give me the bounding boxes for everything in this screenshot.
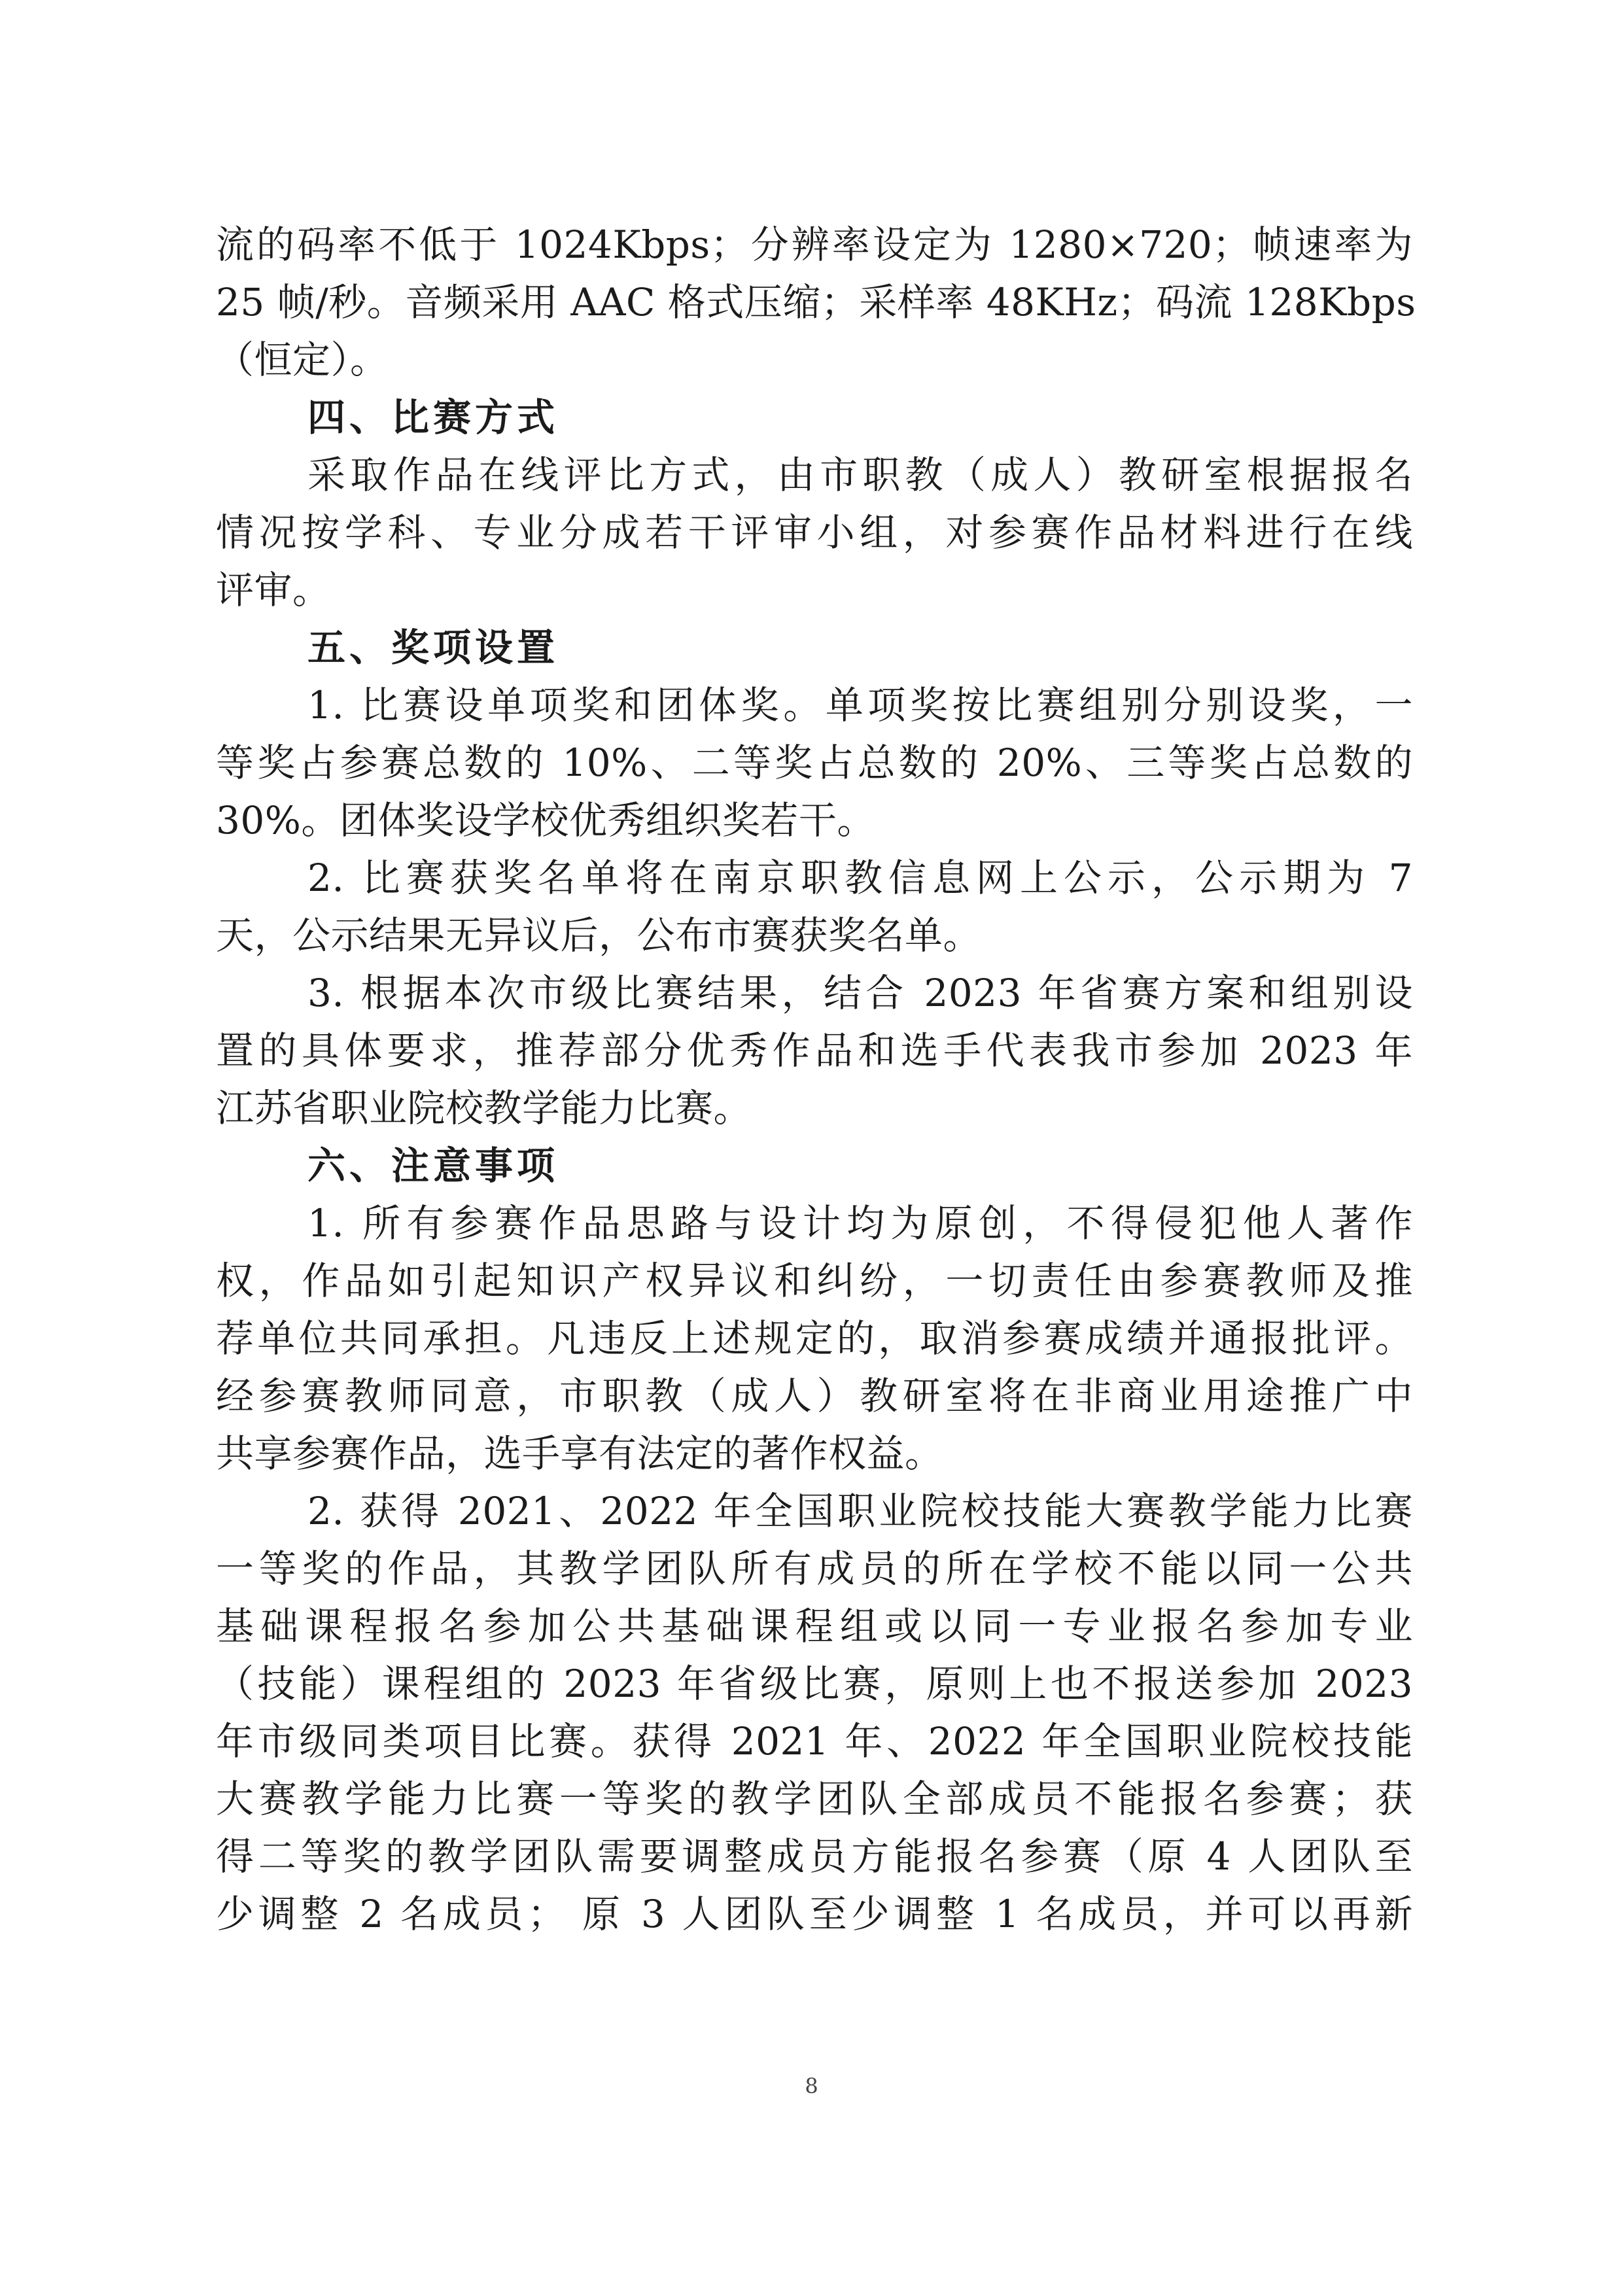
section-heading: 六、注意事项 [307,1143,559,1188]
text-line: 采取作品在线评比方式，由市职教（成人）教研室根据报名 [307,453,1413,497]
text-line: 权，作品如引起知识产权异议和纠纷，一切责任由参赛教师及推 [216,1259,1413,1303]
page-number: 8 [805,2074,818,2098]
text-line: 置的具体要求，推荐部分优秀作品和选手代表我市参加 2023 年 [216,1028,1413,1073]
paragraph [216,849,1413,964]
paragraph [216,676,1413,849]
paragraph [216,1482,1413,1943]
text-line: 基础课程报名参加公共基础课程组或以同一专业报名参加专业 [216,1604,1413,1648]
text-line: 一等奖的作品，其教学团队所有成员的所在学校不能以同一公共 [216,1546,1413,1591]
text-line: 1. 所有参赛作品思路与设计均为原创，不得侵犯他人著作 [307,1201,1413,1245]
text-line: 江苏省职业院校教学能力比赛。 [216,1086,752,1130]
text-line: 大赛教学能力比赛一等奖的教学团队全部成员不能报名参赛；获 [216,1777,1413,1821]
text-line: 25 帧/秒。音频采用 AAC 格式压缩；采样率 48KHz；码流 128Kbps [216,280,1416,324]
text-line: 2. 比赛获奖名单将在南京职教信息网上公示，公示期为 7 [307,856,1413,900]
section-heading: 五、奖项设置 [307,625,559,670]
text-line: 2. 获得 2021、2022 年全国职业院校技能大赛教学能力比赛 [307,1489,1413,1533]
paragraph [216,216,1416,389]
paragraph [216,1194,1413,1482]
document-body [216,216,1416,1943]
text-line: （恒定）。 [216,338,389,382]
text-line: 得二等奖的教学团队需要调整成员方能报名参赛（原 4 人团队至 [216,1834,1413,1879]
text-line: （技能）课程组的 2023 年省级比赛，原则上也不报送参加 2023 [216,1661,1413,1706]
text-line: 流的码率不低于 1024Kbps；分辨率设定为 1280×720；帧速率为 [216,222,1413,267]
text-line: 评审。 [216,568,331,612]
paragraph [216,964,1413,1137]
text-line: 等奖占参赛总数的 10%、二等奖占总数的 20%、三等奖占总数的 [216,740,1413,785]
text-line: 荐单位共同承担。凡违反上述规定的，取消参赛成绩并通报批评。 [216,1316,1413,1361]
text-line: 年市级同类项目比赛。获得 2021 年、2022 年全国职业院校技能 [216,1719,1413,1764]
text-line: 1. 比赛设单项奖和团体奖。单项奖按比赛组别分别设奖，一 [307,683,1413,727]
section-heading: 四、比赛方式 [307,395,559,440]
text-line: 30%。团体奖设学校优秀组织奖若干。 [216,798,875,843]
text-line: 经参赛教师同意，市职教（成人）教研室将在非商业用途推广中 [216,1374,1413,1418]
text-line: 3. 根据本次市级比赛结果，结合 2023 年省赛方案和组别设 [307,971,1413,1015]
text-line: 天，公示结果无异议后，公布市赛获奖名单。 [216,913,982,958]
text-line: 情况按学科、专业分成若干评审小组，对参赛作品材料进行在线 [216,510,1413,555]
text-line: 共享参赛作品，选手享有法定的著作权益。 [216,1431,943,1476]
paragraph [216,446,1413,619]
text-line: 少调整 2 名成员； 原 3 人团队至少调整 1 名成员，并可以再新 [216,1892,1413,1936]
